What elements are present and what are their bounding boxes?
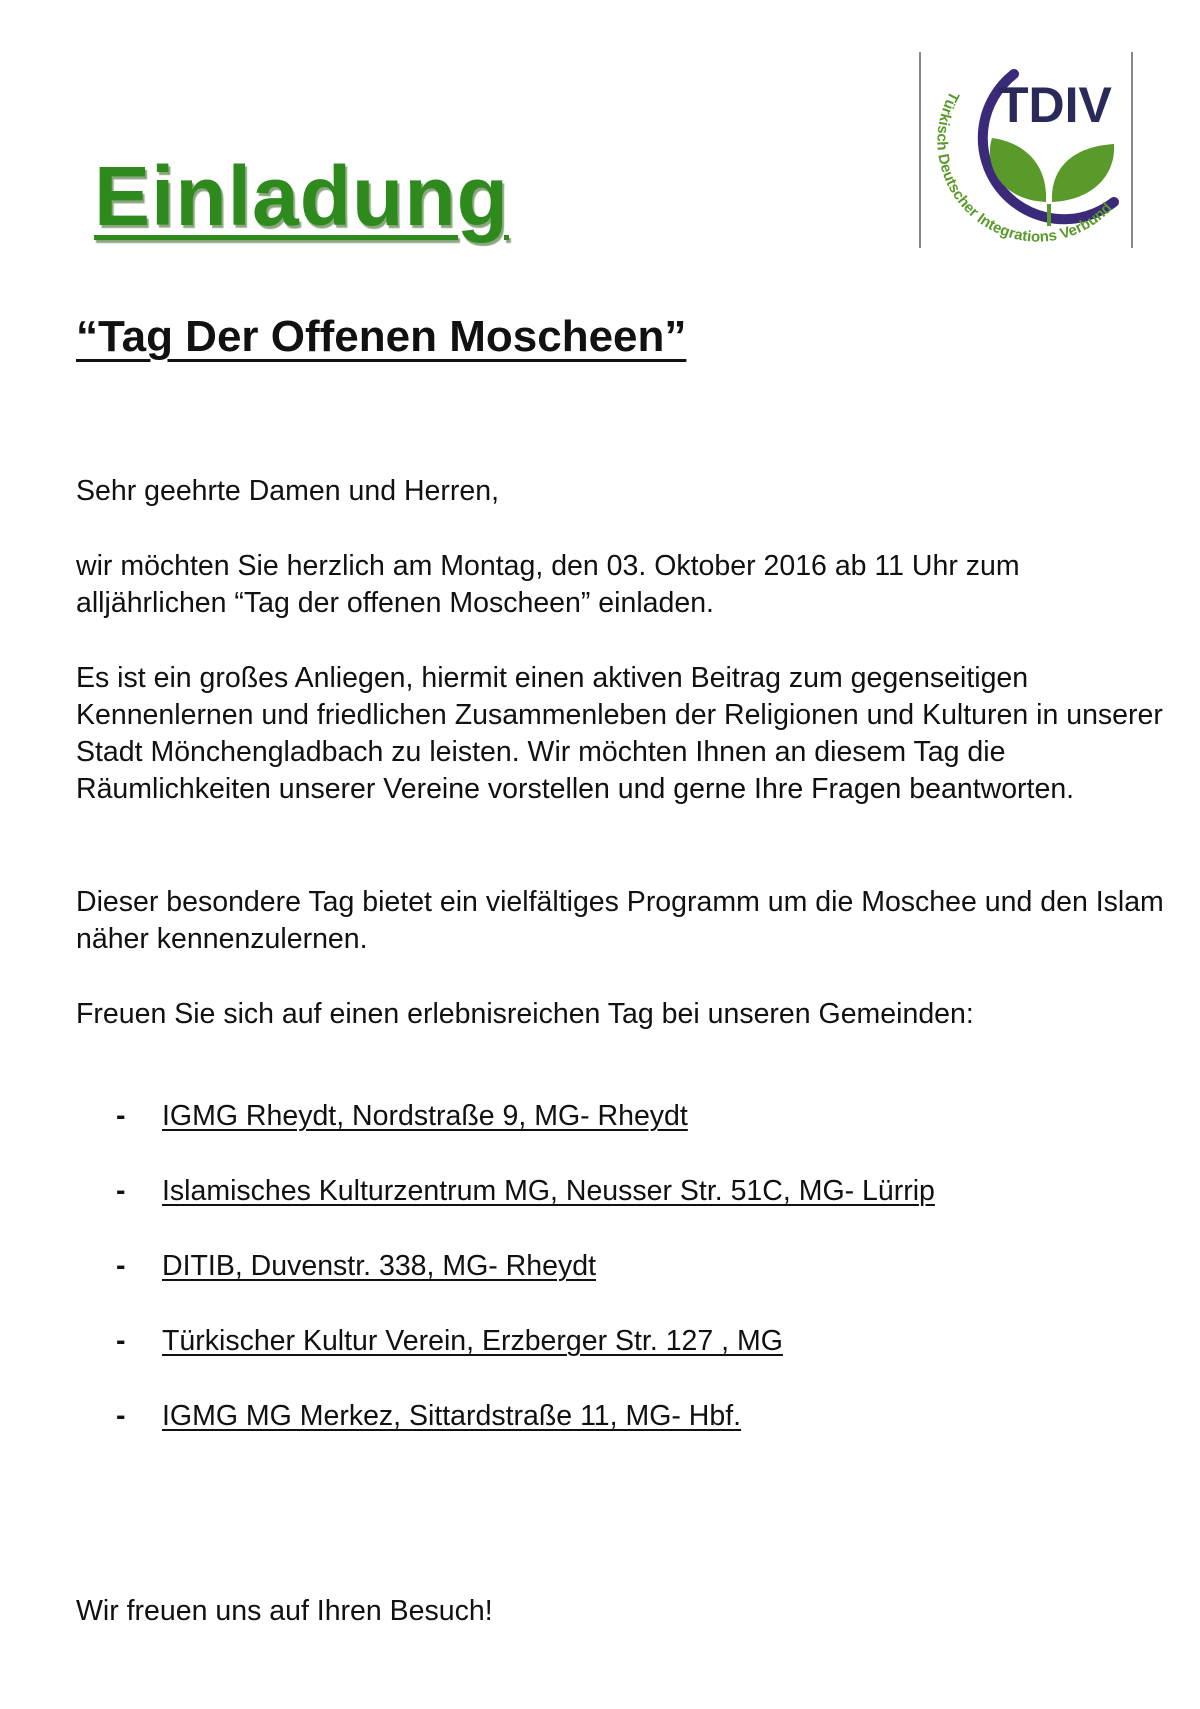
community-entry: IGMG Rheydt, Nordstraße 9, MG- Rheydt [162,1100,688,1132]
paragraph-communities-intro: Freuen Sie sich auf einen erlebnisreichen Tag bei unseren Gemeinden: [76,998,974,1030]
leaf-icon [1052,144,1114,202]
list-marker: - [116,1250,126,1282]
event-title: “Tag Der Offenen Moscheen” [76,312,687,361]
list-item [116,1325,935,1400]
list-marker: - [116,1325,126,1357]
list-marker: - [116,1400,126,1432]
community-entry: IGMG MG Merkez, Sittardstraße 11, MG- Hbf. [162,1400,742,1432]
paragraph-date: wir möchten Sie herzlich am Montag, den 03. Oktober 2016 ab 11 Uhr zum alljährlichen “Tag der offenen Moscheen” einladen. [76,550,1020,619]
list-item [116,1400,935,1475]
invitation-heading: Einladung [94,149,509,243]
paragraph-purpose: Es ist ein großes Anliegen, hiermit einen aktiven Beitrag zum gegenseitigen Kennenlernen und friedlichen Zusammenleben der Religionen und Kulturen in unserer Stadt Mönchengladbach zu leisten. Wir möchten Ihnen an diesem Tag die Räumlichkeiten unserer Vereine vorstellen und gerne Ihre Fragen beantworten. [76,662,1163,805]
list-marker: - [116,1100,126,1132]
logo-ring-text: Türkisch Deutscher Integrations Verbund [933,88,1116,246]
logo-abbreviation: TDIV [998,77,1112,133]
list-marker: - [116,1175,126,1207]
community-entry: Türkischer Kultur Verein, Erzberger Str. 127 , MG [162,1325,783,1357]
tdiv-logo [918,52,1136,248]
community-list [116,1100,935,1475]
list-item [116,1250,935,1325]
list-item [116,1175,935,1250]
list-item [116,1100,935,1175]
salutation: Sehr geehrte Damen und Herren, [76,475,499,507]
closing-line: Wir freuen uns auf Ihren Besuch! [76,1595,493,1627]
paragraph-program: Dieser besondere Tag bietet ein vielfältiges Programm um die Moschee und den Islam näher kennenzulernen. [76,886,1164,955]
community-entry: DITIB, Duvenstr. 338, MG- Rheydt [162,1250,596,1282]
community-entry: Islamisches Kulturzentrum MG, Neusser Str. 51C, MG- Lürrip [162,1175,935,1207]
